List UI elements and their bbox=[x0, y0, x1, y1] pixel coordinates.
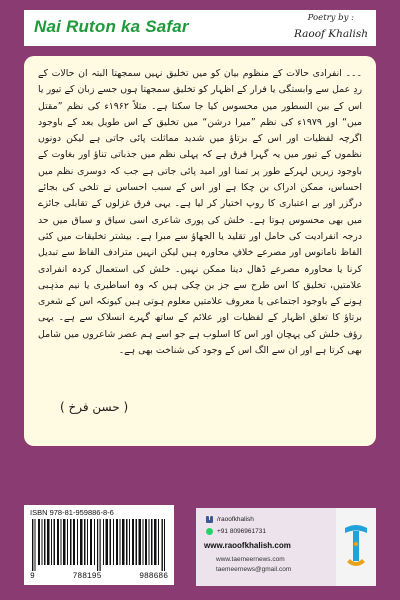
publisher-logo-icon bbox=[342, 522, 370, 570]
text-panel bbox=[24, 56, 376, 446]
barcode-digit-group: 788195 bbox=[72, 572, 102, 581]
facebook-icon: f bbox=[206, 516, 213, 523]
phone-number: +91 8096961731 bbox=[217, 528, 266, 535]
body-paragraph: ۔۔۔ انفرادی حالات کے منظوم بیان کو میں تخلیق نہیں سمجھتا البتہ ان حالات کے ردِ عمل سے وابستگی یا فرار کے اظہار کو تخلیق سمجھتا ہوں جسے زبان کے تیور یا اس کے بین السطور میں محسوس کیا جا سکتا ہے۔ مثلاً ۱۹۶۲ء کی نظم ”مقتل میں“ اور ۱۹۷۹ء کی نظم ”میرا درشن“ میں تخلیق کے اس طویل بعد کے باوجود اگرچہ لفظیات اور اس کے برتاؤ میں شدید مماثلت پائی جاتی ہے لیکن دونوں نظموں کے تیور میں یہ گہرا فرق ہے کہ پہلی نظم میں جذباتی تناؤ اور بغاوت کے باوجود زیریں لہرکے طور پر تمنا اور امید پائی جاتی ہے جب کہ دوسری نظم میں احساس، ممکن ادراک بن چکا ہے اور اس کے سبب احساس نے تلخی کی بجائے درگزر اور بے اعتباری کا روپ اختیار کر لیا ہے۔ یہی فرق غزلوں کے تقابلی جائزے میں بھی محسوس ہوتا ہے۔ خلش کی پوری شاعری اسی سیاق و سباق میں حد درجہ انفرادیت کی حامل اور تقلید یا الجھاؤ سے مبرا ہے۔ بیشتر تخلیقات میں کئی الفاظ نامانوس اور مصرعے خلافِ محاورہ ہیں لیکن انہیں مترادف الفاظ سے تبدیل کرنا یا محاورہ مصرعے ڈھال دینا ممکن نہیں۔ خلش کی استعمال کردہ انفرادی علامتیں، تخلیق کا اس طرح سے جز بن چکی ہیں کہ وہ اساطیری یا نیم مذہبی ہونے کے باوجود اجتماعی یا معروف علامتیں معلوم ہوتی ہیں کیونکہ اس کے شعری برتاؤ کا تعلق اظہار کے لفظیات اور علائم کے ساتھ گہرے انسلاک سے ہے۔ یہی رؤف خلش کی پہچان اور اس کا اسلوب ہے جو اسے ہم عصر شاعروں میں شامل بھی کرتا ہے اور ان سے الگ اس کے وجود کی شناخت بھی ہے۔ bbox=[38, 68, 362, 357]
book-title: Nai Ruton ka Safar bbox=[34, 17, 189, 36]
header-bar bbox=[24, 10, 376, 46]
poet-name: Raoof Khalish bbox=[293, 28, 368, 40]
news-website-link[interactable]: www.taemeernews.com bbox=[216, 556, 285, 563]
barcode-box bbox=[24, 505, 174, 585]
author-website-link[interactable]: www.raoofkhalish.com bbox=[204, 541, 291, 550]
facebook-row[interactable] bbox=[206, 516, 254, 523]
publisher-logo bbox=[336, 508, 376, 586]
barcode-digits bbox=[30, 572, 168, 581]
barcode-digit-group: 988686 bbox=[139, 572, 168, 581]
poetry-by-label: Poetry by : bbox=[307, 13, 354, 23]
barcode-bars bbox=[30, 519, 168, 571]
email-link[interactable]: taemeernews@gmail.com bbox=[216, 566, 292, 573]
whatsapp-icon bbox=[206, 528, 213, 535]
barcode-digit-group: 9 bbox=[30, 572, 35, 581]
publisher-box bbox=[196, 508, 376, 586]
facebook-handle: /raoofkhalish bbox=[217, 516, 254, 523]
author-signature: ( حسن فرخ ) bbox=[60, 400, 129, 414]
isbn-label: ISBN 978-81-959886-8-6 bbox=[30, 508, 114, 517]
publisher-info bbox=[196, 508, 336, 586]
phone-row[interactable] bbox=[206, 528, 266, 535]
